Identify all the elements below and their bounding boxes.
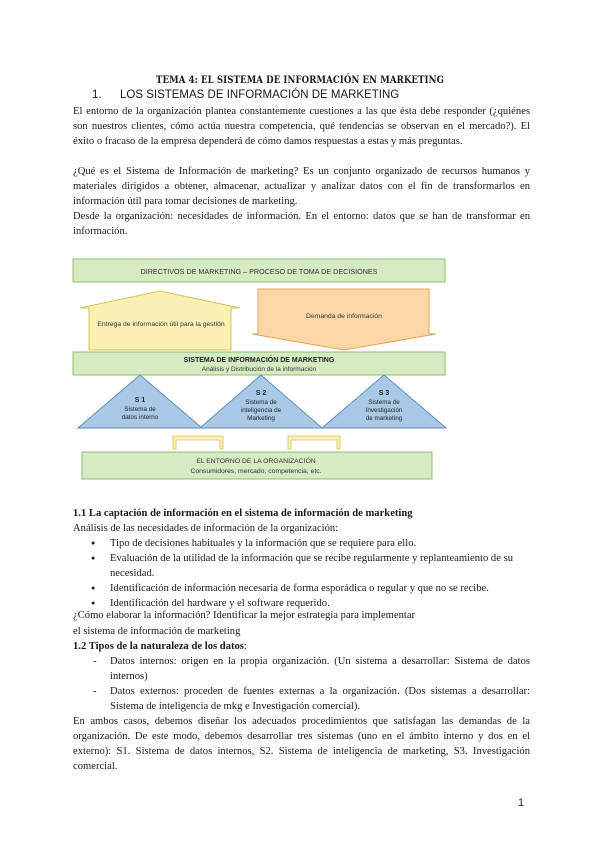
document-title: TEMA 4: EL SISTEMA DE INFORMACIÓN EN MARKETING (155, 74, 445, 86)
triangle-s1 (78, 375, 202, 428)
section-1-1-bullets (73, 536, 530, 611)
diagram-top-bar-text: DIRECTIVOS DE MARKETING – PROCESO DE TOMA DE DECISIONES (140, 267, 378, 276)
triangle-s2-line1: Sistema de (245, 399, 277, 406)
section-1-1-question-1: ¿Cómo elaborar la información? Identificar la mejor estrategia para implementar (73, 610, 416, 621)
triangle-s1-code: S 1 (134, 397, 146, 404)
section-1-number: 1. (92, 89, 102, 101)
triangle-s2-line2: inteligencia de (240, 407, 282, 414)
diagram-middle-subtitle: Análisis y Distribución de la información (201, 366, 317, 373)
list-item: ● Evaluación de la utilidad de la información que se recibe regularmente y replanteamiento de su necesidad. (73, 551, 530, 581)
triangle-s3 (322, 375, 446, 428)
list-item: ● Identificación de información necesaria de forma esporádica o regular y que no se recibe. (73, 581, 530, 596)
sim-diagram (70, 256, 450, 488)
bracket-right (288, 436, 340, 449)
intro-paragraph-1: El entorno de la organización plantea constantemente cuestiones a las que ésta debe responder (¿quiénes son nuestros clientes, cómo actúa nuestra competencia, qué tendencias se observan en el mercado?). El éxito o fracaso de la empresa dependerá de cómo damos respuestas a estas y más preguntas. (73, 106, 530, 147)
diagram-middle-title: SISTEMA DE INFORMACIÓN DE MARKETING (183, 357, 335, 364)
section-1-2-heading (73, 639, 530, 654)
section-1-heading (92, 89, 399, 101)
intro-paragraph-3: Desde la organización: necesidades de información. En el entorno: datos que se han de transformar en información. (73, 211, 530, 237)
triangle-s3-code: S 3 (378, 390, 390, 397)
list-item: ● Identificación del hardware y el software requerido. (73, 596, 530, 611)
section-1-2-heading-colon: : (243, 641, 247, 652)
intro-paragraph-2: ¿Qué es el Sistema de Información de marketing? Es un conjunto organizado de recursos humanos y materiales dirigidos a obtener, almacenar, actualizar y analizar datos con el fin de transformarlos en información útil para tomar decisiones de marketing. (73, 166, 530, 207)
diagram-right-arrow-text: Demanda de información (306, 313, 382, 320)
triangle-s1-line1: Sistema de (124, 406, 156, 413)
triangle-s2-line3: Marketing (247, 415, 275, 422)
triangle-s3-line2: Investigación (365, 407, 403, 414)
list-item: - Datos externos: proceden de fuentes externas a la organización. (Dos sistemas a desarrollar: Sistema de inteligencia de mkg e Investigación comercial). (73, 684, 530, 714)
section-1-2-dashes (73, 654, 530, 714)
section-1-1-question-2: el sistema de información de marketing (73, 626, 241, 637)
section-1-2-closing: En ambos casos, debemos diseñar los adecuados procedimientos que satisfagan las demandas de la organización. De este modo, debemos desarrollar tres sistemas (uno en el ámbito interno y dos en el externo): S1. Sistema de datos internos, S2. Sistema de inteligencia de marketing, S3. Investigación comercial. (73, 716, 530, 772)
diagram-bottom-subtitle: Consumidores, mercado, competencia, etc. (190, 468, 322, 475)
triangle-s3-line1: Sistema de (368, 399, 400, 406)
section-1-1-heading: 1.1 La captación de información en el sistema de información de marketing (73, 508, 413, 519)
section-1-1-lead: Análisis de las necesidades de información de la organización: (73, 523, 339, 534)
diagram-bottom-title: EL ENTORNO DE LA ORGANIZACIÓN (196, 458, 316, 465)
section-1-title: LOS SISTEMAS DE INFORMACIÓN DE MARKETING (120, 89, 400, 101)
triangle-s2 (200, 375, 322, 428)
triangle-s3-line3: de marketing (365, 415, 403, 422)
diagram-left-arrow-text: Entrega de información útil para la gestión (97, 321, 225, 328)
triangle-s2-code: S 2 (255, 390, 267, 397)
triangle-s1-line2: datos interno (121, 414, 159, 421)
list-item: ● Tipo de decisiones habituales y la información que se requiere para ello. (73, 536, 530, 551)
bracket-left (173, 436, 223, 449)
page-number: 1 (518, 797, 525, 809)
list-item: - Datos internos: origen en la propia organización. (Un sistema a desarrollar: Sistema de datos internos) (73, 654, 530, 684)
section-1-2-heading-text: 1.2 Tipos de la naturaleza de los datos (73, 641, 244, 652)
